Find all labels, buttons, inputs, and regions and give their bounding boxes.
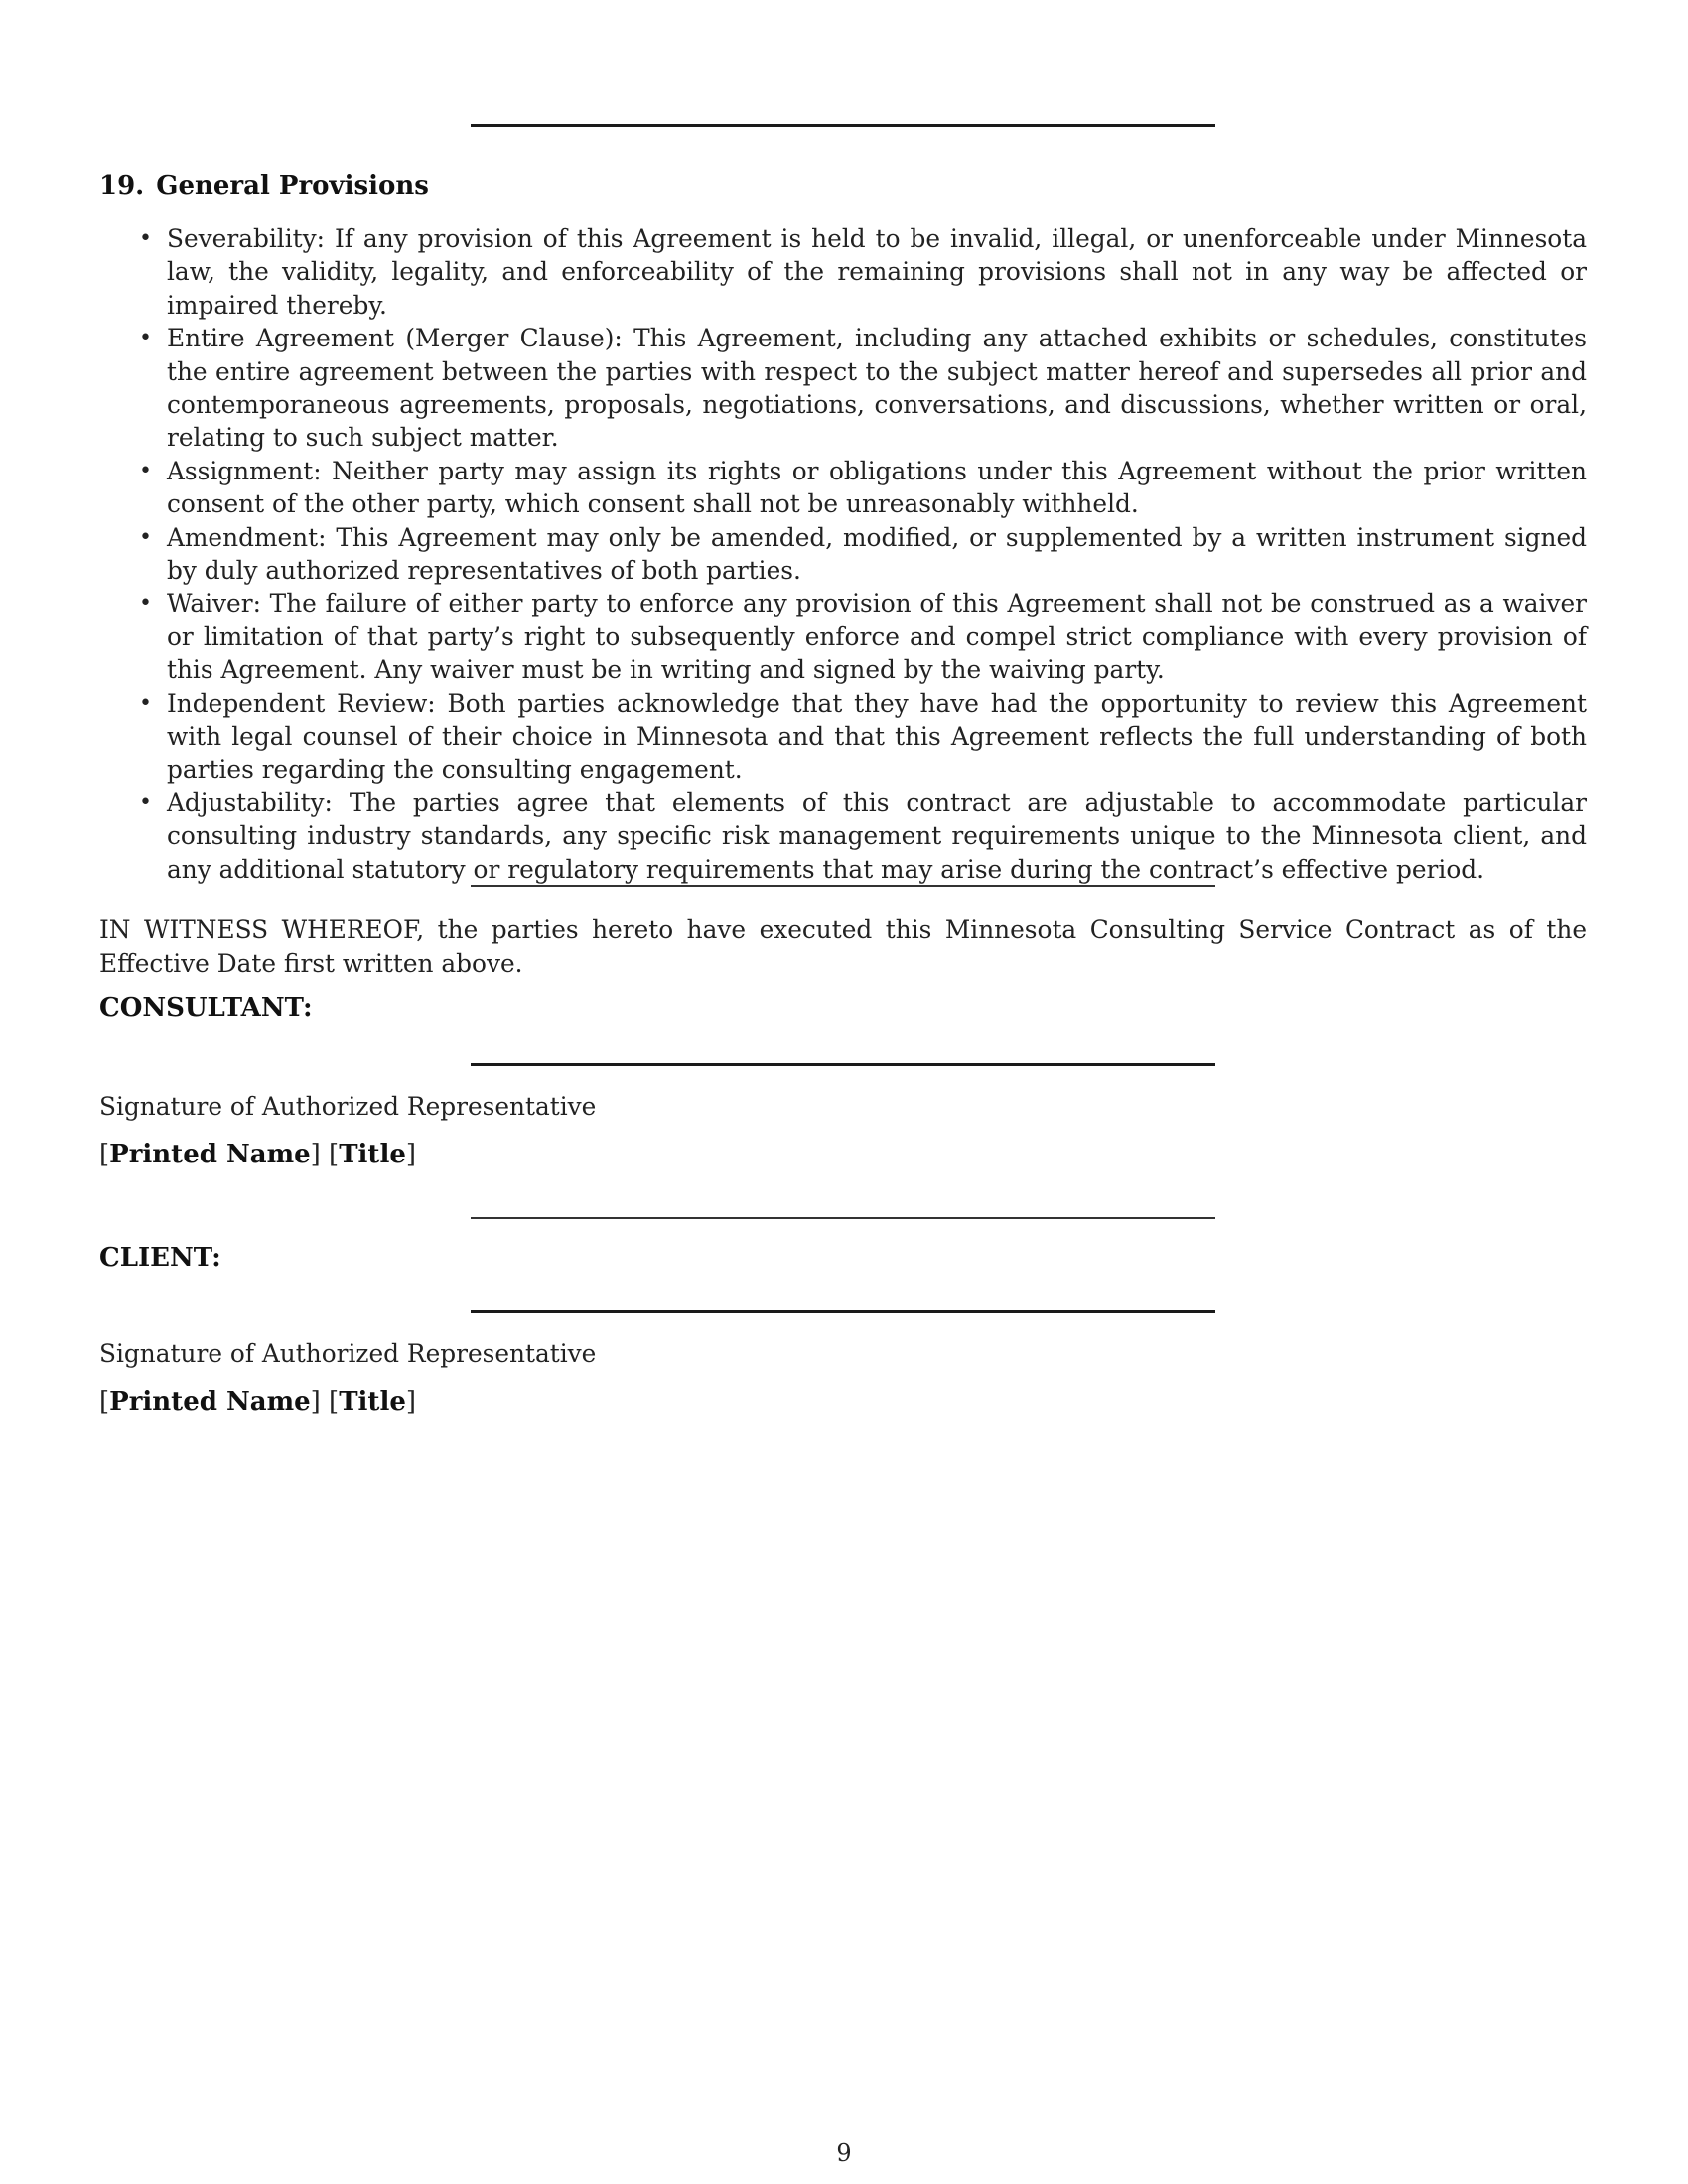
top-divider: [471, 124, 1215, 127]
bullet-icon: •: [139, 226, 152, 251]
section-number: 19.: [99, 171, 145, 201]
provision-text: Neither party may assign its rights or obligations under this Agreement without the prior written consent of the other party, which consent shall not be unreasonably withheld.: [167, 456, 1587, 519]
provision-label: Assignment:: [167, 456, 322, 485]
consultant-signature-caption: Signature of Authorized Representative: [99, 1092, 597, 1121]
provision-text: The parties agree that elements of this contract are adjustable to accommodate particular consulting industry standards, any specific risk management requirements unique to the Minnesota client, and any additional statutory or regulatory requirements that may arise during the contract’s effective period.: [167, 787, 1587, 884]
provision-text: If any provision of this Agreement is held to be invalid, illegal, or unenforceable under Minnesota law, the validity, legality, and enforceability of the remaining provisions shall not in any way be affected or impaired thereby.: [167, 224, 1587, 320]
section-title: General Provisions: [156, 171, 429, 201]
provision-item-independent-review: [99, 687, 1587, 786]
page-number: 9: [836, 2139, 852, 2167]
client-signature-caption: Signature of Authorized Representative: [99, 1339, 597, 1368]
bullet-icon: •: [139, 524, 152, 550]
provision-label: Independent Review:: [167, 688, 436, 718]
client-printed-name: Printed Name: [109, 1387, 311, 1417]
provision-text: Both parties acknowledge that they have had the opportunity to review this Agreement with legal counsel of their choice in Minnesota and that this Agreement reflects the full understanding of both parties regarding the consulting engagement.: [167, 688, 1587, 784]
consultant-printed-name: Printed Name: [109, 1140, 311, 1169]
section-heading: [99, 171, 429, 201]
provision-item-waiver: [99, 587, 1587, 686]
consultant-label: CONSULTANT:: [99, 993, 313, 1023]
client-printed-name-title: [Printed Name] [Title]: [99, 1387, 417, 1417]
bullet-icon: •: [139, 326, 152, 351]
provision-item-severability: [99, 222, 1587, 322]
provision-item-amendment: [99, 521, 1587, 588]
party-divider: [471, 1217, 1215, 1219]
bullet-icon: •: [139, 591, 152, 616]
provision-label: Adjustability:: [167, 787, 333, 817]
provision-label: Amendment:: [167, 522, 327, 552]
bullet-icon: •: [139, 458, 152, 483]
witness-statement: IN WITNESS WHEREOF, the parties hereto have executed this Minnesota Consulting Service Contract as of the Effective Date first written above.: [99, 915, 1587, 978]
provision-item-entire-agreement: [99, 322, 1587, 455]
provision-text: This Agreement may only be amended, modified, or supplemented by a written instrument signed by duly authorized representatives of both parties.: [167, 522, 1587, 586]
consultant-printed-name-title: [Printed Name] [Title]: [99, 1140, 417, 1169]
section-divider: [471, 885, 1215, 887]
consultant-signature-line: [471, 1063, 1215, 1066]
provision-label: Waiver:: [167, 589, 261, 618]
client-signature-line: [471, 1310, 1215, 1313]
provision-item-assignment: [99, 455, 1587, 521]
provision-label: Entire Agreement (Merger Clause):: [167, 324, 623, 353]
provisions-list: [99, 222, 1587, 886]
provision-label: Severability:: [167, 224, 325, 253]
bullet-icon: •: [139, 789, 152, 815]
provision-text: This Agreement, including any attached exhibits or schedules, constitutes the entire agreement between the parties with respect to the subject matter hereof and supersedes all prior and contemporaneous agreements, proposals, negotiations, conversations, and discussions, whether written or oral, relating to such subject matter.: [167, 324, 1587, 453]
provision-item-adjustability: [99, 786, 1587, 886]
client-label: CLIENT:: [99, 1243, 221, 1273]
client-title: Title: [339, 1387, 406, 1417]
provision-text: The failure of either party to enforce any provision of this Agreement shall not be construed as a waiver or limitation of that party’s right to subsequently enforce and compel strict compliance with every provision of this Agreement. Any waiver must be in writing and signed by the waiving party.: [167, 589, 1587, 685]
consultant-title: Title: [339, 1140, 406, 1169]
bullet-icon: •: [139, 690, 152, 716]
